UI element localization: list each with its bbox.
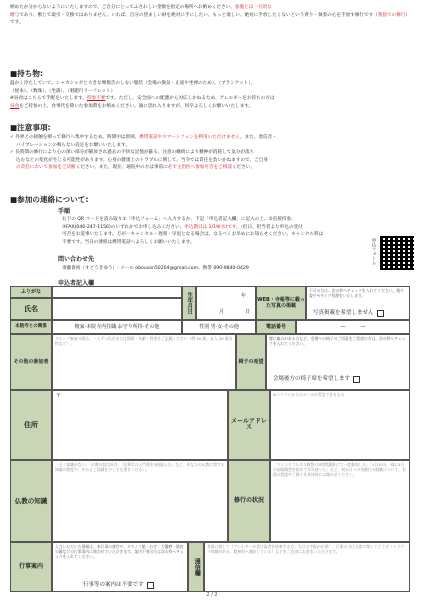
phone-label: 電話番号: [256, 320, 296, 334]
chair-label: 椅子の希望: [236, 334, 266, 390]
intro-red-3: 我捨ての修行: [377, 12, 406, 18]
practice-label: 修行の状況: [228, 460, 270, 542]
notice-field[interactable]: [204, 542, 410, 592]
event-refuse-checkbox[interactable]: [147, 582, 154, 589]
phone-field[interactable]: ― ―: [296, 320, 410, 334]
belongings-heading: ■持ち物:: [10, 69, 43, 78]
notes-line: ✓ 外界との接触を断って修行へ集中するため、時間中は原則、携帯電話やスマートフォンを利用いただけません。また、着信音・: [10, 135, 277, 140]
web-photo-label: WEB・寺報等に載った写真の掲載: [256, 286, 306, 320]
belongings-line: （経本）、（数珠）、（坐蒲）、（唱題行リーフレット）: [10, 88, 116, 94]
web-photo-box: [306, 286, 410, 320]
page-number: 2 / 2: [206, 592, 218, 598]
belongings-line: 温かく冷たしていて、シャカシャカと大きな摩擦音のしない服装（会場の換気・正座や坐禅のため）、（ブランケット）、: [10, 81, 256, 86]
furigana-label: ふりがな: [10, 286, 52, 298]
photo-refuse-option[interactable]: [313, 310, 384, 317]
buddhism-knowledge-field[interactable]: [52, 460, 228, 542]
notes-heading: ■注意事項:: [10, 123, 51, 132]
notice-label: 通信欄: [188, 542, 204, 592]
postal-mark: 〒: [56, 393, 62, 399]
intro-text-2: であり、断じて取引・交換ではありません。いわば、自分の望ましい財を絶対に手にしたい、もっと欲しい、絶対に手放したくないという貪り・執着の心を手放す修行です（: [19, 12, 378, 18]
procedure-line: 右下の QR コードを読み取り①「申込フォーム」へ入力するか、下記「申込者記入欄」に記入の上、②直接持参、: [62, 217, 296, 222]
event-notice-box: [52, 542, 188, 592]
other-participants-label: その他の参加者: [10, 334, 52, 390]
photo-refuse-checkbox[interactable]: [377, 310, 384, 317]
address-field[interactable]: [52, 390, 228, 460]
event-refuse-label: 行事等の案内は不要です: [83, 582, 144, 589]
chair-option[interactable]: [273, 376, 360, 383]
belongings-line: ※昼食はこちらで手配をいたします。持参不要です。ただし、安全面への配慮から対応しかねるため、アレルギーをお持ちの方は: [10, 96, 275, 102]
procedure-text: [62, 216, 372, 246]
furigana-field[interactable]: [52, 286, 182, 298]
chair-note: 膝に痛みがある方など、会場への椅子のご用意をご希望の方は、次の枠へチェックを入れてください。: [269, 336, 406, 346]
intro-text: 納めたか分からないようにいたしますので、ご自分にとってふさわしい金額を指定の場所へお納めください。: [10, 5, 235, 10]
form-title: 申込者記入欄: [58, 280, 95, 287]
procedure-line: 不要です。当日の連絡は携帯電話へよろしくお願いいたします。: [62, 239, 195, 245]
birth-year-unit: 年: [241, 293, 247, 299]
intro-red-2: 贈与: [10, 12, 20, 18]
procedure-line: 可否をお返事いたします。万が一キャンセル・遅刻・早退となる場合は、なるべくお早めにお知らせください。キャンセル料は: [62, 232, 324, 238]
belongings-line: 昼食をご持参の上、食事代を除いた参加費をお納めください。誠に恐れ入りますが、何卒よろしくお願いいたします。: [10, 103, 254, 109]
inquiry-title: 問い合わせ先: [58, 256, 95, 263]
chair-box: [266, 334, 410, 390]
name-label: 氏名: [10, 298, 52, 320]
event-notice-note: 入力いただいた情報は、本行事の運営や、タケノコ館・お寺・大播磨・除夜の鐘などの行事案内に使わせていただきます。案内不要の方は次の枠へチェックを入れてください。: [55, 544, 184, 559]
gender-label: 性別: [199, 323, 210, 330]
practice-field[interactable]: [270, 460, 410, 542]
email-field[interactable]: [270, 390, 410, 460]
relation-options[interactable]: 檀家·本院寺内住職·お守り所持·その他: [52, 320, 182, 334]
qr-label: 申込フォーム: [371, 238, 376, 265]
web-photo-note: 不可の方は、次の枠へチェックを入れてください。後ろ姿やモザイク処理をいたします。: [309, 288, 404, 298]
notice-note: 食事に関して（アレルギーが受け取者を持参する方、当日の手配が必要）、行事の当日欠席に関してどうぞ（トラウマ体験がある、精神科へ通院している）などをご自由にお書きいただけます。: [207, 544, 405, 554]
gender-field[interactable]: [182, 320, 256, 334]
address-label: 住所: [10, 390, 52, 460]
notes-line: 込むなどの変化が生じる可能性があります。心身の健康上のトラブルに関して、当寺では責任を負いかねますので、ご自身: [16, 157, 268, 163]
event-refuse-option[interactable]: [83, 582, 154, 589]
birth-day-unit: 日: [245, 309, 251, 315]
qr-code-icon[interactable]: [380, 236, 414, 270]
name-field[interactable]: [52, 298, 182, 320]
buddhism-knowledge-label: 仏教の知識: [10, 460, 52, 542]
notes-text: [10, 134, 410, 172]
notes-line: の責任において参加をご決断ください。また、現在、通院中の方は事前に必ず主治医へ参加可否をご相談ください。: [16, 165, 255, 171]
email-label: メールアドレス: [228, 390, 270, 460]
notes-line: ✓ 長時間の修行により心の深い部分が解放され過去の不快な記憶が蘇る、注意の継続により精神が消耗して気分が落ち: [10, 150, 255, 156]
birth-month-unit: 月: [219, 309, 225, 315]
practice-note: 「マインドフルネス瞑想の2時間講座にて一度参加した」「1日10分、週2,3日の初級瞑想を始めて半年経った」など、何か日々の実修行の経験について、実践の程度やご様子を具体的にお聞かせください。: [273, 462, 406, 477]
intro-paragraph: [10, 4, 410, 27]
inquiry-text: 須藤貴裕（すどうきゆう）: メール obousan50204@gmail.com、携帯 090-9840-0429: [62, 266, 249, 271]
buddhism-knowledge-note: 「全く知識がない」「仏教の話は好き」「法華宗の入門書を3冊読んだ」など、あなたの仏教に関する知識の程度や、歩みとご詳細を少しでも書きください。: [55, 462, 225, 472]
relation-label: 本院寺との関係: [10, 320, 52, 334]
chair-checkbox[interactable]: [353, 376, 360, 383]
other-participants-note: グループ参加の場合、一人ずつ氏名または関係・年齢・性別をご記載ください（例 40 歳、友人 20 歳女性など）。: [55, 336, 233, 346]
contact-heading: ■参加の連絡について:: [10, 195, 89, 204]
procedure-line: ③FAX(046-247-1156)のいずれかでお申し込みください。申込期日は 2/19(水)です。（但日、担当者より申込の受付: [62, 224, 303, 230]
gender-options[interactable]: 男·女·その他: [210, 323, 239, 330]
event-notice-label: 行事案内: [10, 542, 52, 592]
photo-refuse-label: 写真掲載を希望しません: [313, 310, 374, 317]
other-participants-field[interactable]: [52, 334, 236, 390]
notes-line: バイブレーションの鳴らない設定をお願いいたします。: [16, 142, 130, 148]
birth-label: 生年月日: [182, 286, 196, 320]
procedure-title: 手順: [58, 208, 71, 215]
intro-text-3: ）です。: [10, 12, 410, 26]
email-note: ※パソコンからのメールが受信できるもの: [273, 392, 345, 397]
intro-red: 参施とは一方的な: [234, 5, 272, 10]
belongings-text: [10, 80, 410, 110]
chair-option-label: 会場後方の椅子席を希望します: [273, 376, 351, 383]
birth-field[interactable]: [196, 286, 256, 320]
